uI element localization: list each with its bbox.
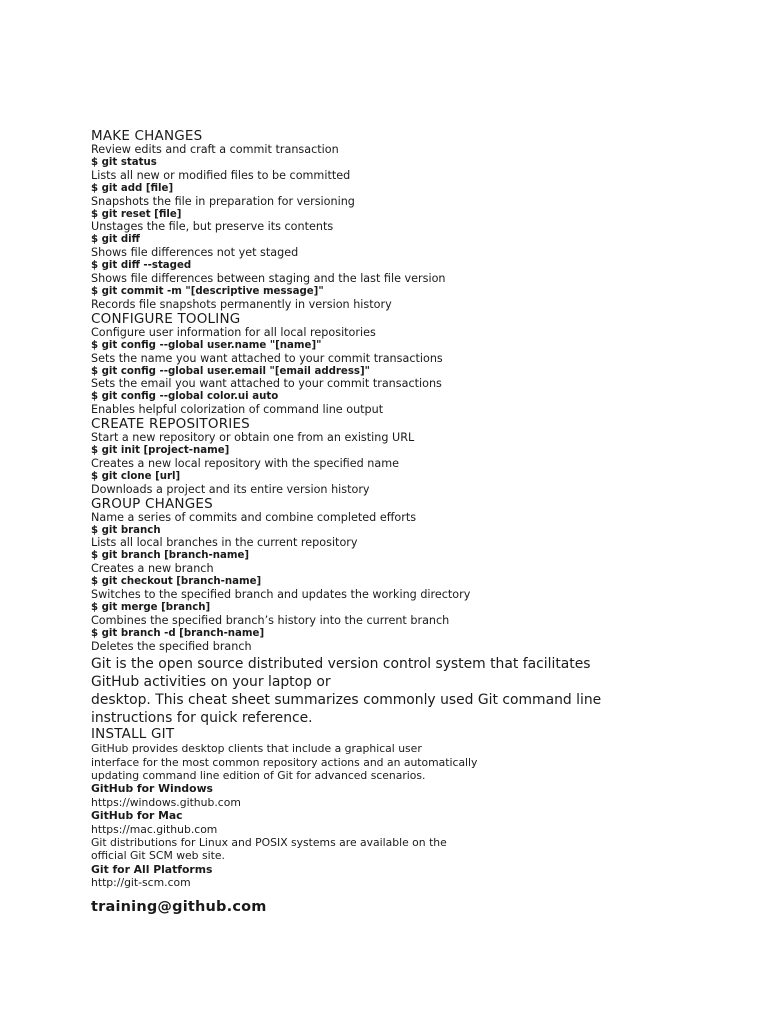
section-install-git — [91, 727, 751, 889]
section-description: Configure user information for all local repositories — [91, 325, 376, 339]
command: $ git diff --staged — [91, 260, 192, 272]
section-description: Review edits and craft a commit transaction — [91, 143, 339, 156]
command: $ git config --global user.name "[name]" — [91, 339, 322, 351]
install-description-line: GitHub provides desktop clients that include a graphical user — [91, 742, 422, 756]
command: $ git reset [file] — [91, 208, 182, 220]
command: $ git commit -m "[descriptive message]" — [91, 285, 324, 297]
section-make-changes — [91, 129, 751, 312]
section-heading: GROUP CHANGES — [91, 495, 213, 512]
command-description: Shows file differences not yet staged — [91, 246, 299, 260]
git-scm-url: http://git-scm.com — [91, 876, 191, 890]
command-description: Lists all new or modified files to be committed — [91, 168, 351, 182]
section-heading: CONFIGURE TOOLING — [91, 310, 241, 327]
command-description: Shows file differences between staging and the last file version — [91, 272, 446, 286]
intro-paragraph — [91, 655, 751, 728]
command: $ git branch [branch-name] — [91, 550, 250, 562]
command-description: Sets the name you want attached to your commit transactions — [91, 351, 443, 365]
command: $ git merge [branch] — [91, 602, 211, 613]
github-mac-url: https://mac.github.com — [91, 822, 218, 836]
command-description: Combines the specified branch’s history into the current branch — [91, 613, 450, 627]
intro-line: GitHub activities on your laptop or — [91, 673, 331, 690]
section-heading: MAKE CHANGES — [91, 128, 203, 144]
command-description: Downloads a project and its entire version history — [91, 482, 370, 496]
intro-line: Git is the open source distributed version control system that facilitates — [91, 655, 591, 672]
github-mac-title: GitHub for Mac — [91, 809, 183, 823]
command: $ git config --global color.ui auto — [91, 391, 279, 403]
section-create-repositories — [91, 417, 751, 497]
install-description-line: interface for the most common repository actions and an automatically — [91, 755, 478, 769]
command: $ git checkout [branch-name] — [91, 576, 262, 588]
command: $ git branch -d [branch-name] — [91, 627, 265, 639]
command-description: Unstages the file, but preserve its contents — [91, 220, 334, 234]
section-description: Name a series of commits and combine completed efforts — [91, 510, 417, 524]
command: $ git clone [url] — [91, 470, 181, 482]
section-heading: CREATE REPOSITORIES — [91, 416, 250, 433]
section-configure-tooling — [91, 312, 751, 417]
linux-description-line: Git distributions for Linux and POSIX systems are available on the — [91, 836, 447, 850]
command-description: Switches to the specified branch and updates the working directory — [91, 588, 471, 602]
command-description: Snapshots the file in preparation for versioning — [91, 194, 355, 208]
install-description-line: updating command line edition of Git for advanced scenarios. — [91, 769, 426, 783]
command: $ git add [file] — [91, 182, 174, 194]
linux-description-line: official Git SCM web site. — [91, 849, 225, 863]
command-description: Enables helpful colorization of command line output — [91, 403, 384, 417]
command: $ git init [project-name] — [91, 445, 230, 457]
cheat-sheet-page — [91, 129, 751, 930]
section-heading: INSTALL GIT — [91, 726, 175, 743]
section-description: Start a new repository or obtain one from an existing URL — [91, 431, 415, 445]
command-description: Deletes the specified branch — [91, 639, 252, 653]
command-description: Sets the email you want attached to your commit transactions — [91, 377, 442, 391]
intro-line: desktop. This cheat sheet summarizes commonly used Git command line — [91, 692, 602, 709]
section-group-changes — [91, 497, 751, 654]
command-description: Records file snapshots permanently in version history — [91, 297, 392, 311]
contact-email: training@github.com — [91, 898, 267, 915]
command-description: Creates a new branch — [91, 562, 214, 576]
github-windows-url: https://windows.github.com — [91, 795, 241, 809]
intro-line: instructions for quick reference. — [91, 710, 313, 727]
command: $ git branch — [91, 524, 161, 536]
command: $ git diff — [91, 234, 140, 246]
command-description: Creates a new local repository with the specified name — [91, 456, 399, 470]
command: $ git config --global user.email "[email address]" — [91, 365, 370, 377]
github-windows-title: GitHub for Windows — [91, 782, 213, 796]
git-all-platforms-title: Git for All Platforms — [91, 862, 213, 876]
command: $ git status — [91, 156, 157, 168]
command-description: Lists all local branches in the current repository — [91, 536, 358, 550]
